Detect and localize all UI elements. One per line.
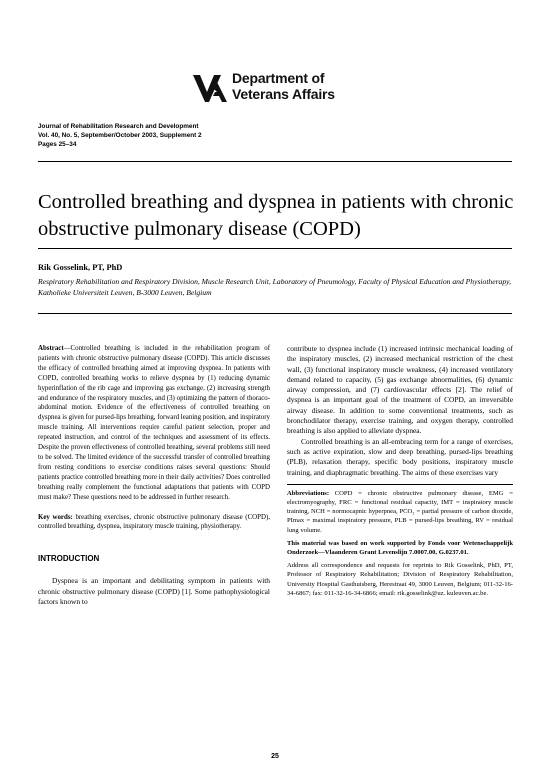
va-logo xyxy=(192,70,362,108)
va-emblem-icon xyxy=(192,72,228,104)
logo-line-2: Veterans Affairs xyxy=(232,86,335,102)
abstract xyxy=(38,344,270,503)
title-rule xyxy=(38,248,512,249)
author: Rik Gosselink, PT, PhD xyxy=(38,263,123,272)
page-number: 25 xyxy=(271,753,279,760)
correspondence-address: Address all correspondence and requests for reprints to Rik Gosselink, PhD, PT, Professor of Respiratory Rehabilitation; Division of Respiratory Rehabilitation, University Hospital Gasthuisberg, Herestraat 49, 3000 Leuven, Belgium; 011-32-16-34-6867; fax: 011-32-16-34-6866; email: rik.gosselink@uz. kuleuven.ac.be. xyxy=(287,562,513,597)
abstract-text: —Controlled breathing is included in the rehabilitation program of patients with chronic obstructive pulmonary disease (COPD). This article discusses the efficacy of controlled breathing aimed at improving dyspnea. In patients with COPD, controlled breathing works to relieve dyspnea by (1) reducing dynamic hyperinflation of the rib cage and improving gas exchange, (2) increasing strength and endurance of the respiratory muscles, and (3) optimizing the pattern of thoraco-abdominal motion. Evidence of the effectiveness of controlled breathing on dyspnea is given for pursed-lips breathing, forward leaning position, and inspiratory muscle training. All interventions require careful patient selection, proper and repeated instruction, and control of the techniques and assessment of its effects. Despite the proven effectiveness of controlled breathing, several problems still need to be solved. The limited evidence of the successful transfer of controlled breathing from resting conditions to exercise conditions raises several questions: Should patients practice controlled breathing more in their daily activities? Does controlled breathing really complement the functional adaptations that patients with COPD must make? These questions need to be addressed in further research. xyxy=(38,345,270,501)
affiliation: Respiratory Rehabilitation and Respiratory Division, Muscle Research Unit, Laboratory of Pneumology, Faculty of Physical Education and Physiotherapy, Katholieke Universiteit Leuven, B-3000 Leuven, Belgium xyxy=(38,277,511,297)
keywords xyxy=(38,513,270,533)
abbreviations xyxy=(287,489,513,535)
header-rule xyxy=(38,161,512,162)
intro-text: Dyspnea is an important and debilitating symptom in patients with chronic obstructive pulmonary disease (COPD) [1]. Some pathophysiological factors known to xyxy=(38,576,270,606)
body-paragraph-1: contribute to dyspnea include (1) increased intrinsic mechanical loading of the inspiratory muscles, (2) increased mechanical restriction of the chest wall, (3) functional inspiratory muscle weakness, (4) increased ventilatory demand related to capacity, (5) gas exchange abnormalities, (6) dynamic airway compression, and (7) cardiovascular effects [2]. The relief of dyspnea is an important goal of the treatment of COPD, an irreversible airway disease. In addition to some conventional treatments, such as bronchodilator therapy, exercise training, and oxygen therapy, controlled breathing is also applied to alleviate dyspnea. xyxy=(287,344,513,436)
journal-issue: Vol. 40, No. 5, September/October 2003, Supplement 2 xyxy=(38,132,202,139)
affiliation-rule xyxy=(38,313,512,314)
body-paragraph-2: Controlled breathing is an all-embracing term for a range of exercises, such as active expiration, slow and deep breathing, pursed-lips breathing (PLB), relaxation therapy, specific body positions, inspiratory muscle training, and diaphragmatic breathing. The aims of these exercises vary xyxy=(287,436,513,477)
support-note: This material was based on work supported by Fonds voor Wetenschappelijk Onderzoek—Vlaanderen Grant Levenslijn 7.0007.00, G.0237.01. xyxy=(287,539,513,557)
intro-heading: INTRODUCTION xyxy=(38,554,100,564)
left-column xyxy=(38,344,270,607)
logo-line-1: Department of xyxy=(232,70,325,86)
va-logo-text xyxy=(232,70,335,102)
abbreviations-text: COPD = chronic obstructive pulmonary disease, EMG = electromyography, FRC = functional residual capacity, IMT = inspiratory muscle training, NCH = normocapnic hyperpnea, PCO₂ = partial pressure of carbon dioxide, PImax = maximal inspiratory pressure, PLB = pursed-lips breathing, RV = residual lung volume. xyxy=(287,489,513,534)
article-title: Controlled breathing and dyspnea in patients with chronic obstructive pulmonary disease (COPD) xyxy=(38,191,514,240)
keywords-text: breathing exercises, chronic obstructive pulmonary disease (COPD), controlled breathing, dyspnea, inspiratory muscle training, physiotherapy. xyxy=(38,513,270,531)
journal-name: Journal of Rehabilitation Research and Development xyxy=(38,123,199,130)
abstract-label: Abstract xyxy=(38,345,64,352)
keywords-label: Key words: xyxy=(38,513,73,521)
footnote-rule xyxy=(287,484,513,485)
abbreviations-label: Abbreviations: xyxy=(287,489,330,497)
right-column xyxy=(287,344,513,602)
journal-pages: Pages 25–34 xyxy=(38,141,77,148)
journal-info xyxy=(38,122,202,149)
